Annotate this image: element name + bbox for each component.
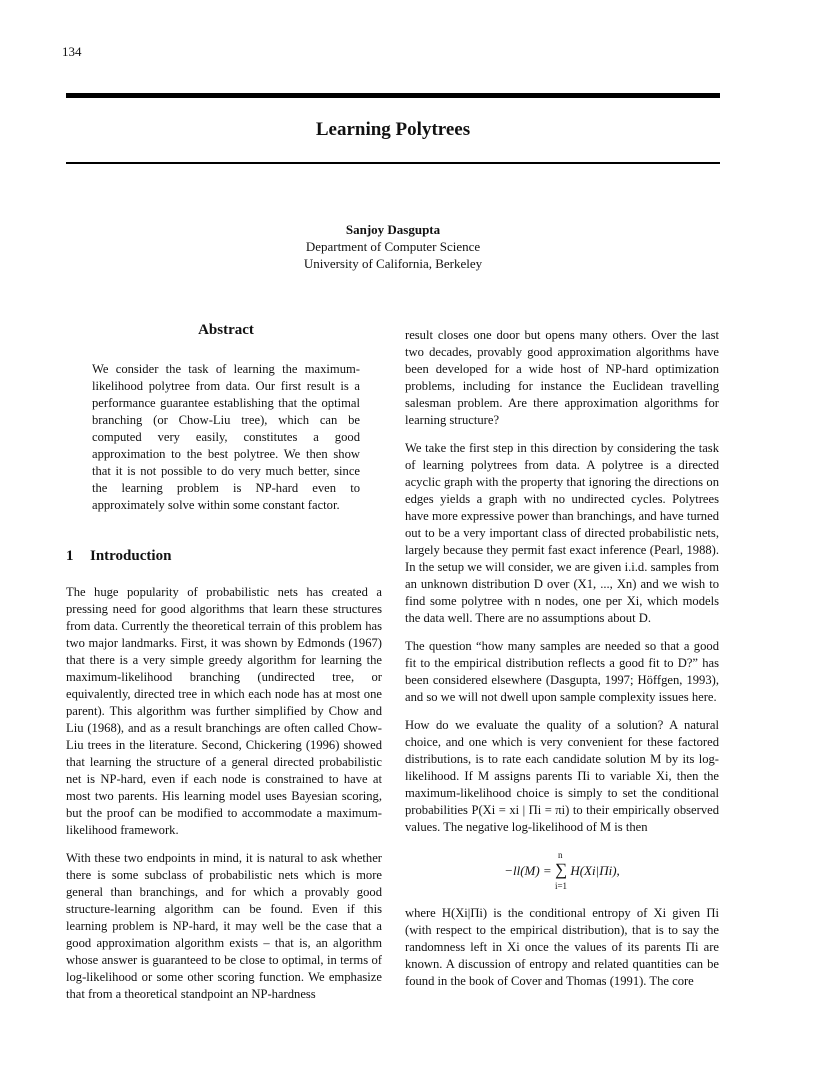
title-rule-top — [66, 93, 720, 98]
abstract-text: We consider the task of learning the maximum-likelihood polytree from data. Our first result is a performance guarantee establishing that the optimal branching (or Chow-Liu tree), which can be computed very easily, constitutes a good approximation to the best polytree. We then show that it is not possible to do very much better, since the learning problem is NP-hard even to approximately solve within some constant factor. — [92, 362, 360, 512]
left-column — [66, 584, 382, 1014]
paragraph: result closes one door but opens many others. Over the last two decades, provably good approximation algorithms have been developed for a wide host of NP-hard optimization problems, including for instance the Euclidean travelling salesman problem. Are there approximation algorithms for learning structure? — [405, 328, 719, 427]
section-title: Introduction — [90, 548, 172, 564]
author-department: Department of Computer Science — [305, 239, 481, 254]
author-university: University of California, Berkeley — [303, 256, 483, 271]
right-column — [405, 327, 719, 1001]
paragraph: The huge popularity of probabilistic nets has created a pressing need for good algorithms that learn these structures from data. Currently the theoretical terrain of this problem has two major landmarks. First, it was shown by Edmonds (1967) that there is a very simple greedy algorithm for learning the maximum-likelihood branching (undirected tree, or equivalently, directed tree in which each node has at most one parent). This algorithm was further simplified by Chow and Liu (1968), and as a result branchings are often called Chow-Liu trees in the literature. Second, Chickering (1996) showed that learning the structure of a general directed probabilistic net is NP-hard, even if each node is constrained to have at most two parents. His learning model uses Bayesian scoring, but the proof can be modified to accommodate a maximum-likelihood framework. — [66, 585, 382, 837]
abstract-heading: Abstract — [198, 322, 254, 338]
section-heading — [66, 548, 171, 565]
paragraph: With these two endpoints in mind, it is natural to ask whether there is some subclass of probabilistic nets which is more general than branchings, and for which a provably good structure-learning algorithm can be found. Even if this learning problem is NP-hard, it may well be the case that a good approximation algorithm exists – that is, an algorithm whose answer is guaranteed to be close to optimal, in terms of log-likelihood or some other scoring function. We emphasize that from a theoretical standpoint an NP-hardness — [66, 851, 382, 1001]
equation-lhs: −ll(M) = — [504, 863, 555, 878]
section-number: 1 — [66, 548, 74, 564]
page-number: 134 — [62, 44, 82, 59]
summation-upper: n — [557, 850, 563, 860]
equation-rhs: H(Xi|Πi), — [570, 863, 620, 878]
paragraph: How do we evaluate the quality of a solution? A natural choice, and one which is very convenient for these factored distributions, is to rate each candidate solution M by its log-likelihood. If M assigns parents Πi to variable Xi, then the maximum-likelihood choice is simply to set the conditional probabilities P(Xi = xi | Πi = πi) to their empirically observed values. The negative log-likelihood of M is then — [405, 718, 719, 834]
summation-symbol: n ∑ i=1 — [555, 861, 567, 878]
paragraph: where H(Xi|Πi) is the conditional entropy of Xi given Πi (with respect to the empirical distribution), that is to say the randomness left in Xi once the values of its parents Πi are known. A discussion of entropy and related quantities can be found in the book of Cover and Thomas (1991). The core — [405, 906, 719, 988]
author-block — [66, 221, 720, 272]
author-name: Sanjoy Dasgupta — [345, 222, 441, 237]
paragraph: We take the first step in this direction by considering the task of learning polytrees from data. A polytree is a directed acyclic graph with the property that ignoring the directions on edges yields a graph with no undirected cycles. Polytrees have more expressive power than branchings, and have turned out to be a very important class of directed probabilistic nets, largely because they permit fast exact inference (Pearl, 1988). In the setup we will consider, we are given i.i.d. samples from an unknown distribution D over (X1, ..., Xn) and we wish to find some polytree with n nodes, one per Xi, which models the data well. There are no assumptions about D. — [405, 441, 719, 625]
paragraph: The question “how many samples are needed so that a good fit to the empirical distribution reflects a good fit to D?” has been considered elsewhere (Dasgupta, 1997; Höffgen, 1993), and so we will not dwell upon sample complexity issues here. — [405, 639, 719, 704]
equation-log-likelihood — [405, 847, 719, 893]
paper-title: Learning Polytrees — [315, 119, 471, 140]
summation-lower: i=1 — [554, 881, 568, 891]
title-rule-bottom — [66, 162, 720, 164]
